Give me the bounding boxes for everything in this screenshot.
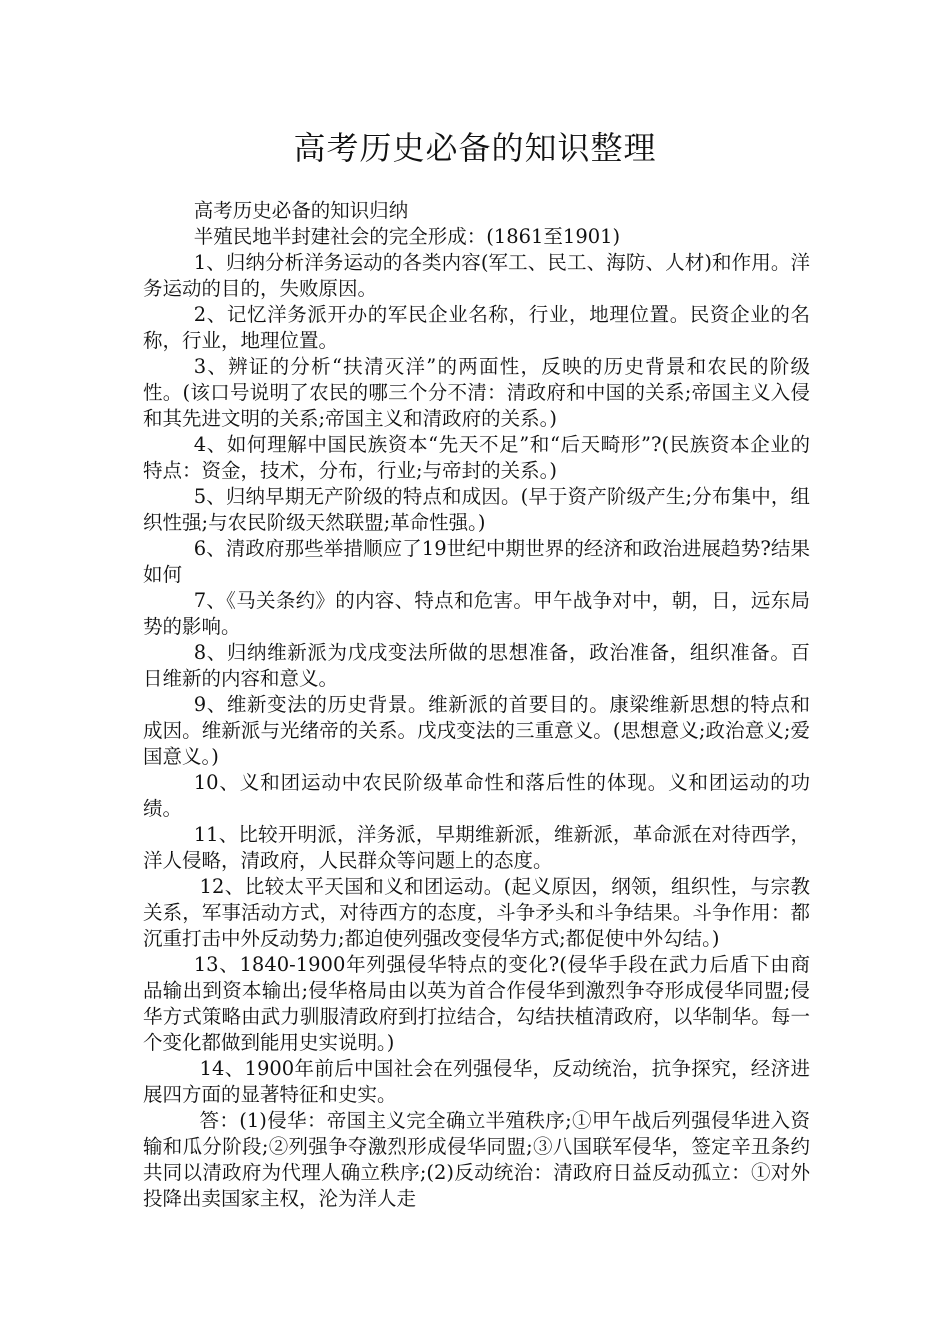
paragraph-item-8: 8、归纳维新派为戊戌变法所做的思想准备，政治准备，组织准备。百日维新的内容和意义。 <box>143 641 810 690</box>
paragraph-item-5: 5、归纳早期无产阶级的特点和成因。(早于资产阶级产生;分布集中，组织性强;与农民阶级天然联盟;革命性强。) <box>143 485 810 534</box>
document-title: 高考历史必备的知识整理 <box>293 129 657 167</box>
paragraph-item-2: 2、记忆洋务派开办的军民企业名称，行业，地理位置。民资企业的名称，行业，地理位置。 <box>143 303 810 352</box>
paragraph-item-1: 1、归纳分析洋务运动的各类内容(军工、民工、海防、人材)和作用。洋务运动的目的，失败原因。 <box>143 251 810 300</box>
paragraph-item-7: 7、《马关条约》的内容、特点和危害。甲午战争对中，朝，日，远东局势的影响。 <box>143 589 810 638</box>
paragraph-item-9: 9、维新变法的历史背景。维新派的首要目的。康梁维新思想的特点和成因。维新派与光绪帝的关系。戊戌变法的三重意义。(思想意义;政治意义;爱国意义。) <box>143 693 810 768</box>
paragraph-answer: 答：(1)侵华：帝国主义完全确立半殖秩序;①甲午战后列强侵华进入资输和瓜分阶段;②列强争夺激烈形成侵华同盟;③八国联军侵华，签定辛丑条约共同以清政府为代理人确立秩序;(2)反动统治：清政府日益反动孤立：①对外投降出卖国家主权，沦为洋人走 <box>143 1109 810 1210</box>
paragraph-item-6: 6、清政府那些举措顺应了19世纪中期世界的经济和政治进展趋势?结果如何 <box>143 537 810 586</box>
paragraph-item-13: 13、1840-1900年列强侵华特点的变化?(侵华手段在武力后盾下由商品输出到资本输出;侵华格局由以英为首合作侵华到激烈争夺形成侵华同盟;侵华方式策略由武力驯服清政府到打拉结合，勾结扶植清政府，以华制华。每一个变化都做到能用史实说明。) <box>143 953 810 1054</box>
paragraph-item-4: 4、如何理解中国民族资本“先天不足”和“后天畸形”?(民族资本企业的特点：资金，技术，分布，行业;与帝封的关系。) <box>143 433 810 482</box>
paragraph-item-10: 10、义和团运动中农民阶级革命性和落后性的体现。义和团运动的功绩。 <box>143 771 810 820</box>
paragraph-item-11: 11、比较开明派，洋务派，早期维新派，维新派，革命派在对待西学，洋人侵略，清政府，人民群众等问题上的态度。 <box>143 823 810 872</box>
paragraph-item-3: 3、辨证的分析“扶清灭洋”的两面性，反映的历史背景和农民的阶级性。(该口号说明了农民的哪三个分不清：清政府和中国的关系;帝国主义入侵和其先进文明的关系;帝国主义和清政府的关系。) <box>143 355 810 430</box>
document-body <box>143 198 810 1212</box>
paragraph-item-12: 12、比较太平天国和义和团运动。(起义原因，纲领，组织性，与宗教关系，军事活动方式，对待西方的态度，斗争矛头和斗争结果。斗争作用：都沉重打击中外反动势力;都迫使列强改变侵华方式;都促使中外勾结。) <box>143 875 810 950</box>
paragraph-section-heading: 半殖民地半封建社会的完全形成：(1861至1901) <box>193 225 621 248</box>
paragraph-item-14: 14、1900年前后中国社会在列强侵华，反动统治，抗争探究，经济进展四方面的显著特征和史实。 <box>143 1057 810 1106</box>
paragraph-subtitle: 高考历史必备的知识归纳 <box>193 199 409 222</box>
